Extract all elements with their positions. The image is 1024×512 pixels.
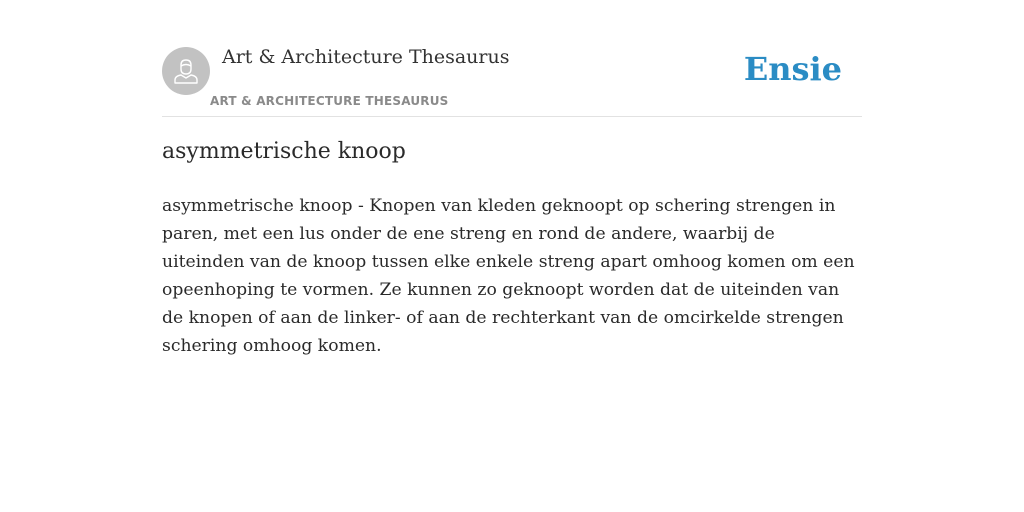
definition-text: asymmetrische knoop - Knopen van kleden geknoopt op schering strengen in paren, met een lus onder de ene streng en rond de andere, waarbij de uiteinden van de knoop tussen elke enkele streng apart omhoog komen om een opeenhoping te vormen. Ze kunnen zo geknoopt worden dat de uiteinden van de knopen of aan de linker- of aan de rechterkant van de omcirkelde strengen schering omhoog komen. bbox=[162, 196, 855, 356]
term-title: asymmetrische knoop bbox=[162, 139, 406, 164]
author-name-link[interactable]: Art & Architecture Thesaurus bbox=[222, 46, 510, 68]
avatar[interactable] bbox=[162, 47, 210, 95]
brand-logo-link[interactable]: Ensie bbox=[743, 50, 842, 88]
author-subtitle: ART & ARCHITECTURE THESAURUS bbox=[210, 94, 449, 108]
user-avatar-icon bbox=[171, 56, 201, 86]
header bbox=[162, 40, 862, 117]
